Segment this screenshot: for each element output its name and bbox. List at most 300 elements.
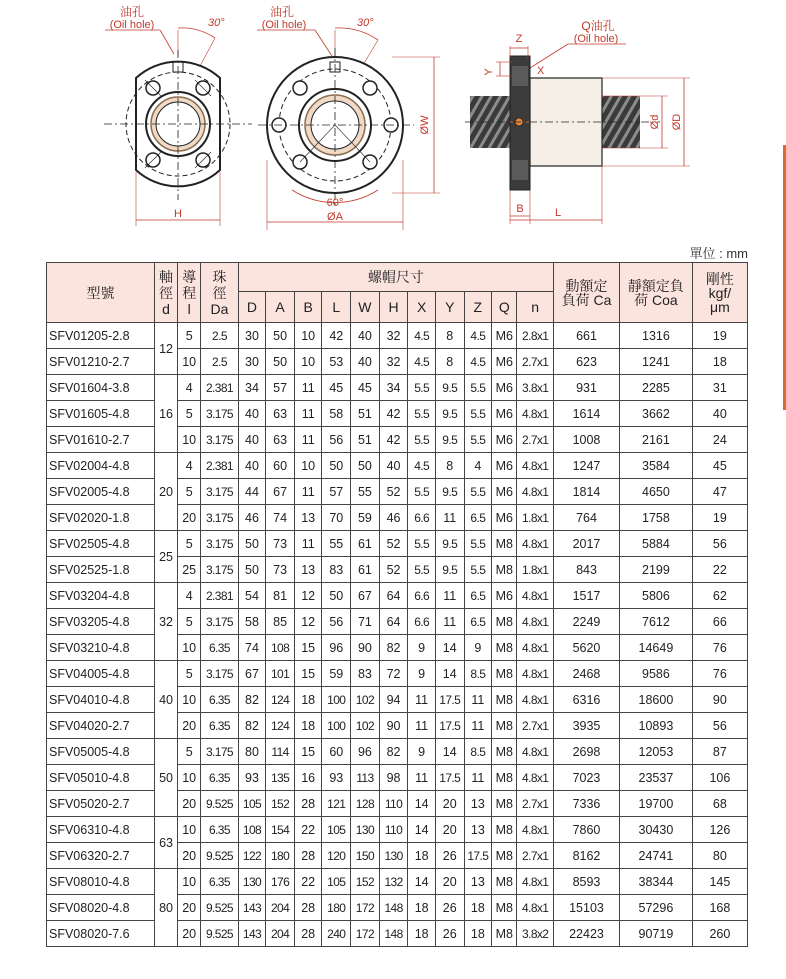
dim-q-cell: M6 xyxy=(492,375,517,401)
dim-w-cell: 45 xyxy=(351,375,380,401)
stiffness-cell: 66 xyxy=(692,609,747,635)
dim-x-cell: 14 xyxy=(408,791,436,817)
table-row xyxy=(47,557,748,583)
ball-dia-cell: 6.35 xyxy=(201,817,238,843)
lead-cell: 10 xyxy=(178,427,201,453)
dim-w-cell: 67 xyxy=(351,583,380,609)
dim-b-cell: 16 xyxy=(294,765,322,791)
dyn-load-cell: 5620 xyxy=(553,635,619,661)
dim-h-cell: 42 xyxy=(379,427,408,453)
dim-a-cell: 85 xyxy=(266,609,295,635)
dim-W: ØW xyxy=(419,115,431,135)
model-cell: SFV04010-4.8 xyxy=(47,687,155,713)
dim-x-cell: 11 xyxy=(408,765,436,791)
lead-cell: 5 xyxy=(178,609,201,635)
static-load-cell: 14649 xyxy=(620,635,693,661)
dyn-load-cell: 1814 xyxy=(553,479,619,505)
ball-dia-cell: 3.175 xyxy=(201,479,238,505)
dim-d-cell: 30 xyxy=(238,349,266,375)
dim-n-cell: 1.8x1 xyxy=(517,557,553,583)
dim-w-cell: 51 xyxy=(351,427,380,453)
spec-table xyxy=(46,262,748,947)
dim-l-cell: 120 xyxy=(322,843,351,869)
shaft-dia-cell: 16 xyxy=(154,375,177,453)
oil-hole-label-cn-2: 油孔 xyxy=(269,5,295,19)
lead-cell: 20 xyxy=(178,713,201,739)
ball-dia-cell: 9.525 xyxy=(201,921,238,947)
dim-h-cell: 110 xyxy=(379,817,408,843)
dim-x-cell: 5.5 xyxy=(408,375,436,401)
dim-w-cell: 172 xyxy=(351,895,380,921)
dyn-load-cell: 22423 xyxy=(553,921,619,947)
dim-d-cell: 143 xyxy=(238,921,266,947)
dim-b-cell: 13 xyxy=(294,505,322,531)
dim-x-cell: 5.5 xyxy=(408,427,436,453)
dim-n-cell: 1.8x1 xyxy=(517,505,553,531)
dim-a-cell: 67 xyxy=(266,479,295,505)
dyn-load-cell: 764 xyxy=(553,505,619,531)
lead-cell: 20 xyxy=(178,505,201,531)
lead-cell: 5 xyxy=(178,401,201,427)
dim-z-cell: 8.5 xyxy=(464,739,492,765)
static-load-cell: 2161 xyxy=(620,427,693,453)
dim-x-cell: 9 xyxy=(408,739,436,765)
ball-dia-cell: 2.5 xyxy=(201,323,238,349)
dim-w-cell: 40 xyxy=(351,349,380,375)
dim-w-cell: 96 xyxy=(351,739,380,765)
dim-z-cell: 4.5 xyxy=(464,323,492,349)
ball-dia-cell: 9.525 xyxy=(201,843,238,869)
static-load-cell: 4650 xyxy=(620,479,693,505)
dyn-load-cell: 1008 xyxy=(553,427,619,453)
stiffness-cell: 90 xyxy=(692,687,747,713)
static-load-cell: 18600 xyxy=(620,687,693,713)
dim-l-cell: 83 xyxy=(322,557,351,583)
stiffness-cell: 19 xyxy=(692,323,747,349)
dim-h-cell: 64 xyxy=(379,609,408,635)
dim-b-cell: 28 xyxy=(294,791,322,817)
dim-x-cell: 11 xyxy=(408,687,436,713)
dim-b-cell: 11 xyxy=(294,401,322,427)
side-view xyxy=(465,18,690,224)
q-oil-hole-label-cn: Q油孔 xyxy=(581,19,615,33)
dim-x-cell: 11 xyxy=(408,713,436,739)
dim-l-cell: 58 xyxy=(322,401,351,427)
stiffness-cell: 56 xyxy=(692,531,747,557)
table-row xyxy=(47,765,748,791)
header-shaft-dia: 軸 徑 d xyxy=(154,263,177,323)
stiffness-cell: 76 xyxy=(692,661,747,687)
ball-dia-cell: 6.35 xyxy=(201,869,238,895)
unit-label: 單位 : mm xyxy=(689,246,748,261)
header-ball-dia: 珠 徑 Da xyxy=(201,263,238,323)
dim-q-cell: M6 xyxy=(492,479,517,505)
dim-a-cell: 204 xyxy=(266,921,295,947)
dyn-load-cell: 2249 xyxy=(553,609,619,635)
dim-q-cell: M8 xyxy=(492,713,517,739)
model-cell: SFV05010-4.8 xyxy=(47,765,155,791)
ball-dia-cell: 6.35 xyxy=(201,765,238,791)
static-load-cell: 38344 xyxy=(620,869,693,895)
ball-dia-cell: 6.35 xyxy=(201,713,238,739)
dim-a-cell: 108 xyxy=(266,635,295,661)
model-cell: SFV04020-2.7 xyxy=(47,713,155,739)
dim-y-cell: 20 xyxy=(435,791,464,817)
dyn-load-cell: 1517 xyxy=(553,583,619,609)
ball-dia-cell: 3.175 xyxy=(201,505,238,531)
dim-h-cell: 32 xyxy=(379,349,408,375)
table-row xyxy=(47,791,748,817)
static-load-cell: 10893 xyxy=(620,713,693,739)
dim-w-cell: 90 xyxy=(351,635,380,661)
lead-cell: 20 xyxy=(178,921,201,947)
dim-l-cell: 96 xyxy=(322,635,351,661)
dim-w-cell: 152 xyxy=(351,869,380,895)
dim-l-cell: 57 xyxy=(322,479,351,505)
dim-w-cell: 55 xyxy=(351,479,380,505)
dim-h-cell: 90 xyxy=(379,713,408,739)
dim-a-cell: 81 xyxy=(266,583,295,609)
ball-dia-cell: 2.381 xyxy=(201,583,238,609)
dim-q-cell: M8 xyxy=(492,921,517,947)
static-load-cell: 2199 xyxy=(620,557,693,583)
dim-a-cell: 154 xyxy=(266,817,295,843)
dim-q-cell: M8 xyxy=(492,791,517,817)
header-nut-col-h: H xyxy=(379,292,408,323)
header-nut-col-q: Q xyxy=(492,292,517,323)
dim-q-cell: M6 xyxy=(492,453,517,479)
dim-h-cell: 82 xyxy=(379,635,408,661)
dim-l-cell: 59 xyxy=(322,661,351,687)
angle-30-mid: 30° xyxy=(357,17,374,29)
dim-b-cell: 15 xyxy=(294,635,322,661)
dim-z-cell: 11 xyxy=(464,713,492,739)
static-load-cell: 9586 xyxy=(620,661,693,687)
static-load-cell: 2285 xyxy=(620,375,693,401)
dim-b-cell: 11 xyxy=(294,479,322,505)
dim-w-cell: 128 xyxy=(351,791,380,817)
dim-h-cell: 94 xyxy=(379,687,408,713)
model-cell: SFV01604-3.8 xyxy=(47,375,155,401)
static-load-cell: 3584 xyxy=(620,453,693,479)
dim-n-cell: 4.8x1 xyxy=(517,687,553,713)
dim-d-cell: 143 xyxy=(238,895,266,921)
dim-a-cell: 176 xyxy=(266,869,295,895)
dim-y-cell: 26 xyxy=(435,921,464,947)
dim-x-cell: 5.5 xyxy=(408,531,436,557)
dim-b-cell: 28 xyxy=(294,921,322,947)
dim-D: ØD xyxy=(671,113,683,131)
dim-y-cell: 9.5 xyxy=(435,375,464,401)
dim-a-cell: 204 xyxy=(266,895,295,921)
dim-y-cell: 26 xyxy=(435,895,464,921)
lead-cell: 20 xyxy=(178,895,201,921)
model-cell: SFV03210-4.8 xyxy=(47,635,155,661)
dim-n-cell: 4.8x1 xyxy=(517,479,553,505)
dim-x-cell: 5.5 xyxy=(408,401,436,427)
dyn-load-cell: 2698 xyxy=(553,739,619,765)
dim-B: B xyxy=(516,203,524,215)
dim-w-cell: 71 xyxy=(351,609,380,635)
lead-cell: 20 xyxy=(178,791,201,817)
dim-h-cell: 34 xyxy=(379,375,408,401)
stiffness-cell: 47 xyxy=(692,479,747,505)
lead-cell: 5 xyxy=(178,739,201,765)
dim-z-cell: 13 xyxy=(464,791,492,817)
dim-a-cell: 50 xyxy=(266,323,295,349)
model-cell: SFV05020-2.7 xyxy=(47,791,155,817)
dim-d-cell: 40 xyxy=(238,401,266,427)
dim-q-cell: M8 xyxy=(492,895,517,921)
static-load-cell: 5884 xyxy=(620,531,693,557)
ball-dia-cell: 3.175 xyxy=(201,609,238,635)
dim-w-cell: 172 xyxy=(351,921,380,947)
dim-a-cell: 152 xyxy=(266,791,295,817)
shaft-dia-cell: 12 xyxy=(154,323,177,375)
dim-q-cell: M8 xyxy=(492,817,517,843)
dim-b-cell: 15 xyxy=(294,661,322,687)
dim-X: X xyxy=(537,65,545,77)
dim-y-cell: 11 xyxy=(435,609,464,635)
ball-dia-cell: 3.175 xyxy=(201,531,238,557)
table-row xyxy=(47,635,748,661)
dim-d: Ød xyxy=(649,114,661,130)
dim-l-cell: 60 xyxy=(322,739,351,765)
dim-n-cell: 4.8x1 xyxy=(517,609,553,635)
dim-q-cell: M8 xyxy=(492,661,517,687)
static-load-cell: 1316 xyxy=(620,323,693,349)
q-oil-hole-label-en: (Oil hole) xyxy=(573,33,619,45)
header-nut-col-d: D xyxy=(238,292,266,323)
dim-z-cell: 5.5 xyxy=(464,479,492,505)
dim-x-cell: 9 xyxy=(408,635,436,661)
dim-d-cell: 34 xyxy=(238,375,266,401)
stiffness-cell: 106 xyxy=(692,765,747,791)
dim-y-cell: 17.5 xyxy=(435,713,464,739)
dim-l-cell: 105 xyxy=(322,869,351,895)
lead-cell: 5 xyxy=(178,531,201,557)
table-row xyxy=(47,479,748,505)
dim-x-cell: 5.5 xyxy=(408,479,436,505)
dim-n-cell: 4.8x1 xyxy=(517,817,553,843)
model-cell: SFV02525-1.8 xyxy=(47,557,155,583)
dim-l-cell: 56 xyxy=(322,427,351,453)
dim-a-cell: 63 xyxy=(266,427,295,453)
dim-l-cell: 100 xyxy=(322,713,351,739)
middle-view xyxy=(257,4,440,230)
table-row xyxy=(47,349,748,375)
dim-q-cell: M6 xyxy=(492,583,517,609)
header-dyn-load: 動額定 負荷 Ca xyxy=(553,263,619,323)
lead-cell: 10 xyxy=(178,635,201,661)
dim-b-cell: 12 xyxy=(294,609,322,635)
dim-H: H xyxy=(174,208,182,220)
dim-a-cell: 124 xyxy=(266,687,295,713)
dim-z-cell: 9 xyxy=(464,635,492,661)
stiffness-cell: 18 xyxy=(692,349,747,375)
dim-d-cell: 93 xyxy=(238,765,266,791)
ball-dia-cell: 9.525 xyxy=(201,895,238,921)
dim-a-cell: 124 xyxy=(266,713,295,739)
dim-h-cell: 98 xyxy=(379,765,408,791)
table-row xyxy=(47,323,748,349)
model-cell: SFV04005-4.8 xyxy=(47,661,155,687)
model-cell: SFV08010-4.8 xyxy=(47,869,155,895)
dim-a-cell: 135 xyxy=(266,765,295,791)
dim-n-cell: 3.8x2 xyxy=(517,921,553,947)
angle-30-left: 30° xyxy=(208,17,225,29)
dim-l-cell: 56 xyxy=(322,609,351,635)
dim-n-cell: 4.8x1 xyxy=(517,869,553,895)
dim-Y: Y xyxy=(483,68,495,76)
dim-w-cell: 51 xyxy=(351,401,380,427)
static-load-cell: 5806 xyxy=(620,583,693,609)
dim-d-cell: 105 xyxy=(238,791,266,817)
dim-b-cell: 10 xyxy=(294,349,322,375)
dim-b-cell: 18 xyxy=(294,713,322,739)
dim-d-cell: 58 xyxy=(238,609,266,635)
lead-cell: 4 xyxy=(178,583,201,609)
static-load-cell: 1241 xyxy=(620,349,693,375)
dim-h-cell: 148 xyxy=(379,921,408,947)
lead-cell: 5 xyxy=(178,661,201,687)
technical-drawing xyxy=(0,0,786,240)
dim-z-cell: 5.5 xyxy=(464,401,492,427)
dim-a-cell: 73 xyxy=(266,531,295,557)
dim-a-cell: 114 xyxy=(266,739,295,765)
dim-n-cell: 4.8x1 xyxy=(517,453,553,479)
dim-z-cell: 6.5 xyxy=(464,609,492,635)
stiffness-cell: 145 xyxy=(692,869,747,895)
dim-d-cell: 50 xyxy=(238,531,266,557)
dim-a-cell: 101 xyxy=(266,661,295,687)
table-row xyxy=(47,453,748,479)
dim-d-cell: 40 xyxy=(238,453,266,479)
ball-dia-cell: 2.381 xyxy=(201,453,238,479)
stiffness-cell: 31 xyxy=(692,375,747,401)
dim-d-cell: 82 xyxy=(238,687,266,713)
angle-60: 60° xyxy=(326,197,344,209)
table-row xyxy=(47,427,748,453)
lead-cell: 10 xyxy=(178,765,201,791)
dim-x-cell: 18 xyxy=(408,921,436,947)
dim-n-cell: 4.8x1 xyxy=(517,661,553,687)
dim-a-cell: 50 xyxy=(266,349,295,375)
dim-x-cell: 18 xyxy=(408,895,436,921)
static-load-cell: 19700 xyxy=(620,791,693,817)
ball-dia-cell: 3.175 xyxy=(201,661,238,687)
dim-q-cell: M8 xyxy=(492,609,517,635)
dim-w-cell: 83 xyxy=(351,661,380,687)
table-row xyxy=(47,895,748,921)
dim-b-cell: 28 xyxy=(294,895,322,921)
dim-x-cell: 18 xyxy=(408,843,436,869)
dyn-load-cell: 843 xyxy=(553,557,619,583)
dim-x-cell: 5.5 xyxy=(408,557,436,583)
dyn-load-cell: 8593 xyxy=(553,869,619,895)
dim-b-cell: 28 xyxy=(294,843,322,869)
model-cell: SFV05005-4.8 xyxy=(47,739,155,765)
dyn-load-cell: 8162 xyxy=(553,843,619,869)
dim-z-cell: 6.5 xyxy=(464,583,492,609)
dim-b-cell: 10 xyxy=(294,453,322,479)
dim-x-cell: 14 xyxy=(408,817,436,843)
model-cell: SFV01610-2.7 xyxy=(47,427,155,453)
dim-b-cell: 10 xyxy=(294,323,322,349)
dim-a-cell: 73 xyxy=(266,557,295,583)
shaft-dia-cell: 20 xyxy=(154,453,177,531)
dim-q-cell: M6 xyxy=(492,401,517,427)
dim-h-cell: 52 xyxy=(379,531,408,557)
dim-h-cell: 130 xyxy=(379,843,408,869)
dyn-load-cell: 6316 xyxy=(553,687,619,713)
dim-b-cell: 11 xyxy=(294,531,322,557)
dim-y-cell: 9.5 xyxy=(435,531,464,557)
dim-y-cell: 26 xyxy=(435,843,464,869)
header-static-load: 靜額定負 荷 Coa xyxy=(620,263,693,323)
dim-y-cell: 14 xyxy=(435,635,464,661)
header-stiffness: 剛性 kgf/ μm xyxy=(692,263,747,323)
dyn-load-cell: 623 xyxy=(553,349,619,375)
dim-x-cell: 4.5 xyxy=(408,453,436,479)
lead-cell: 5 xyxy=(178,323,201,349)
ball-dia-cell: 2.381 xyxy=(201,375,238,401)
stiffness-cell: 62 xyxy=(692,583,747,609)
dim-y-cell: 20 xyxy=(435,869,464,895)
static-load-cell: 30430 xyxy=(620,817,693,843)
oil-hole-label-cn: 油孔 xyxy=(119,5,145,19)
dim-z-cell: 13 xyxy=(464,869,492,895)
lead-cell: 10 xyxy=(178,687,201,713)
header-nut-col-x: X xyxy=(408,292,436,323)
header-lead: 導 程 l xyxy=(178,263,201,323)
dim-q-cell: M6 xyxy=(492,349,517,375)
dim-y-cell: 9.5 xyxy=(435,427,464,453)
dim-a-cell: 180 xyxy=(266,843,295,869)
dim-d-cell: 30 xyxy=(238,323,266,349)
stiffness-cell: 87 xyxy=(692,739,747,765)
dim-l-cell: 45 xyxy=(322,375,351,401)
dim-h-cell: 32 xyxy=(379,323,408,349)
ball-dia-cell: 6.35 xyxy=(201,687,238,713)
dyn-load-cell: 2468 xyxy=(553,661,619,687)
dim-n-cell: 2.7x1 xyxy=(517,349,553,375)
dim-l-cell: 121 xyxy=(322,791,351,817)
dim-n-cell: 2.7x1 xyxy=(517,791,553,817)
dim-b-cell: 12 xyxy=(294,583,322,609)
ball-dia-cell: 2.5 xyxy=(201,349,238,375)
dim-z-cell: 11 xyxy=(464,765,492,791)
dim-w-cell: 50 xyxy=(351,453,380,479)
dim-y-cell: 17.5 xyxy=(435,765,464,791)
stiffness-cell: 126 xyxy=(692,817,747,843)
ball-dia-cell: 6.35 xyxy=(201,635,238,661)
dim-y-cell: 17.5 xyxy=(435,687,464,713)
dim-q-cell: M8 xyxy=(492,557,517,583)
model-cell: SFV02020-1.8 xyxy=(47,505,155,531)
dim-x-cell: 14 xyxy=(408,869,436,895)
header-nut-dims: 螺帽尺寸 xyxy=(238,263,553,292)
stiffness-cell: 80 xyxy=(692,843,747,869)
dim-x-cell: 4.5 xyxy=(408,323,436,349)
dim-b-cell: 22 xyxy=(294,817,322,843)
dim-q-cell: M8 xyxy=(492,765,517,791)
dim-b-cell: 13 xyxy=(294,557,322,583)
dim-n-cell: 4.8x1 xyxy=(517,401,553,427)
dim-y-cell: 9.5 xyxy=(435,557,464,583)
stiffness-cell: 19 xyxy=(692,505,747,531)
dim-l-cell: 180 xyxy=(322,895,351,921)
